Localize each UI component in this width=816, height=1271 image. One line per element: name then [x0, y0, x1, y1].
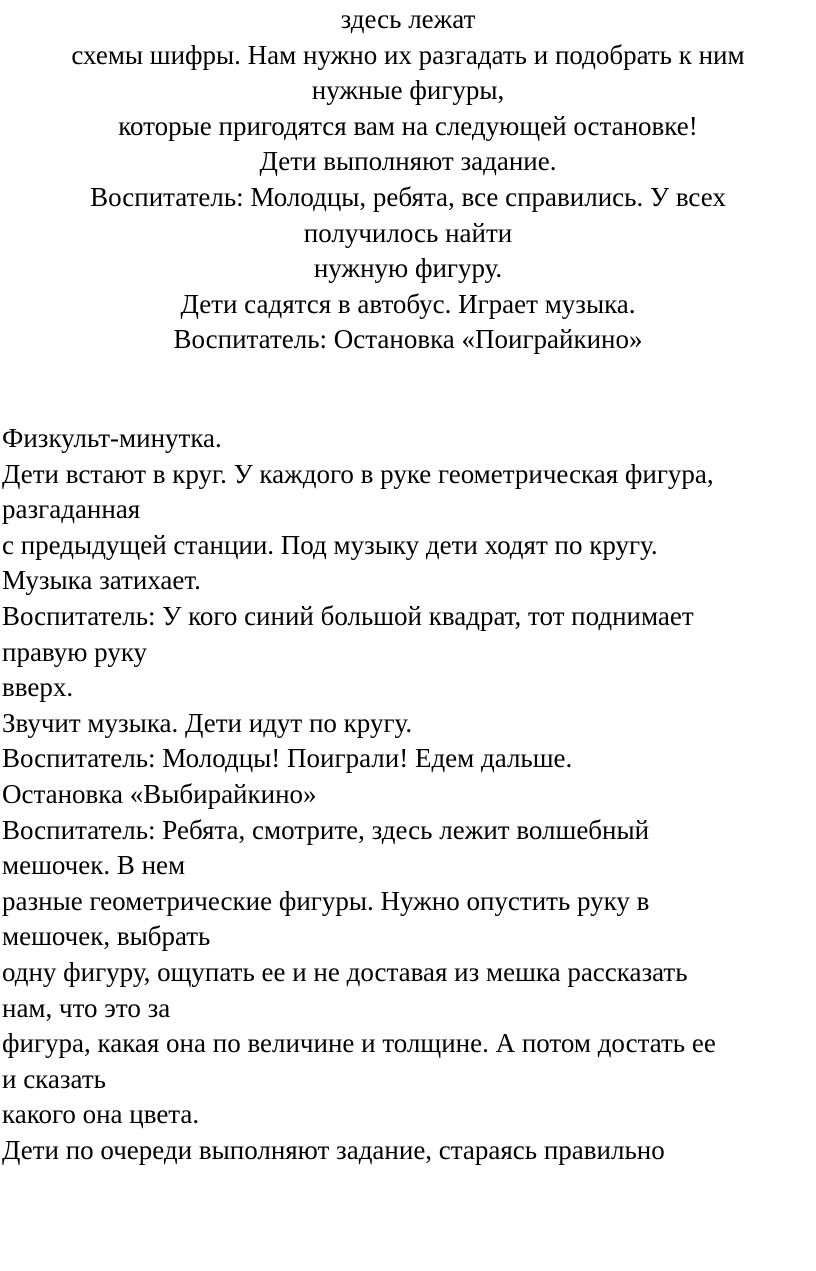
text-line: Звучит музыка. Дети идут по кругу.	[2, 707, 413, 738]
text-line: какого она цвета.	[2, 1099, 200, 1130]
text-line: и сказать	[2, 1063, 106, 1094]
text-line: разные геометрические фигуры. Нужно опустить руку в	[2, 885, 650, 916]
text-line: Дети встают в круг. У каждого в руке геометрическая фигура,	[2, 458, 714, 489]
text-line: разгаданная	[2, 494, 141, 525]
text-line: здесь лежат	[340, 4, 476, 34]
text-line: получилось найти	[303, 217, 513, 248]
text-line: Воспитатель: Молодцы, ребята, все справились. У всех	[90, 181, 726, 212]
text-line: Остановка «Выбирайкино»	[2, 778, 317, 809]
text-line: Воспитатель: У кого синий большой квадрат, тот поднимает	[2, 600, 694, 631]
centered-text-block	[0, 0, 816, 358]
text-line: которые пригодятся вам на следующей остановке!	[118, 110, 698, 141]
text-line: нужную фигуру.	[313, 253, 503, 284]
text-line: схемы шифры. Нам нужно их разгадать и подобрать к ним	[71, 39, 745, 70]
text-line: Музыка затихает.	[2, 565, 201, 596]
text-line: правую руку	[2, 636, 148, 667]
text-line: одну фигуру, ощупать ее и не доставая из мешка рассказать	[2, 956, 688, 987]
text-line: Воспитатель: Остановка «Поиграйкино»	[173, 324, 643, 355]
text-line: вверх.	[2, 672, 74, 703]
text-line: Физкульт-минутка.	[2, 423, 222, 453]
text-line: Воспитатель: Молодцы! Поиграли! Едем дальше.	[2, 743, 573, 774]
text-line: нам, что это за	[2, 992, 171, 1023]
text-line: Воспитатель: Ребята, смотрите, здесь лежит волшебный	[2, 814, 650, 845]
text-line: мешочек. В нем	[2, 850, 186, 881]
text-line: с предыдущей станции. Под музыку дети ходят по кругу.	[2, 529, 658, 560]
text-line: мешочек, выбрать	[2, 921, 211, 952]
text-line: Дети по очереди выполняют задание, стараясь правильно	[2, 1134, 665, 1165]
text-line: фигура, какая она по величине и толщине. А потом достать ее	[2, 1028, 716, 1059]
text-line: нужные фигуры,	[311, 75, 505, 106]
text-line: Дети выполняют задание.	[259, 146, 557, 177]
left-aligned-text-block	[2, 421, 816, 1168]
text-line: Дети садятся в автобус. Играет музыка.	[180, 288, 636, 319]
